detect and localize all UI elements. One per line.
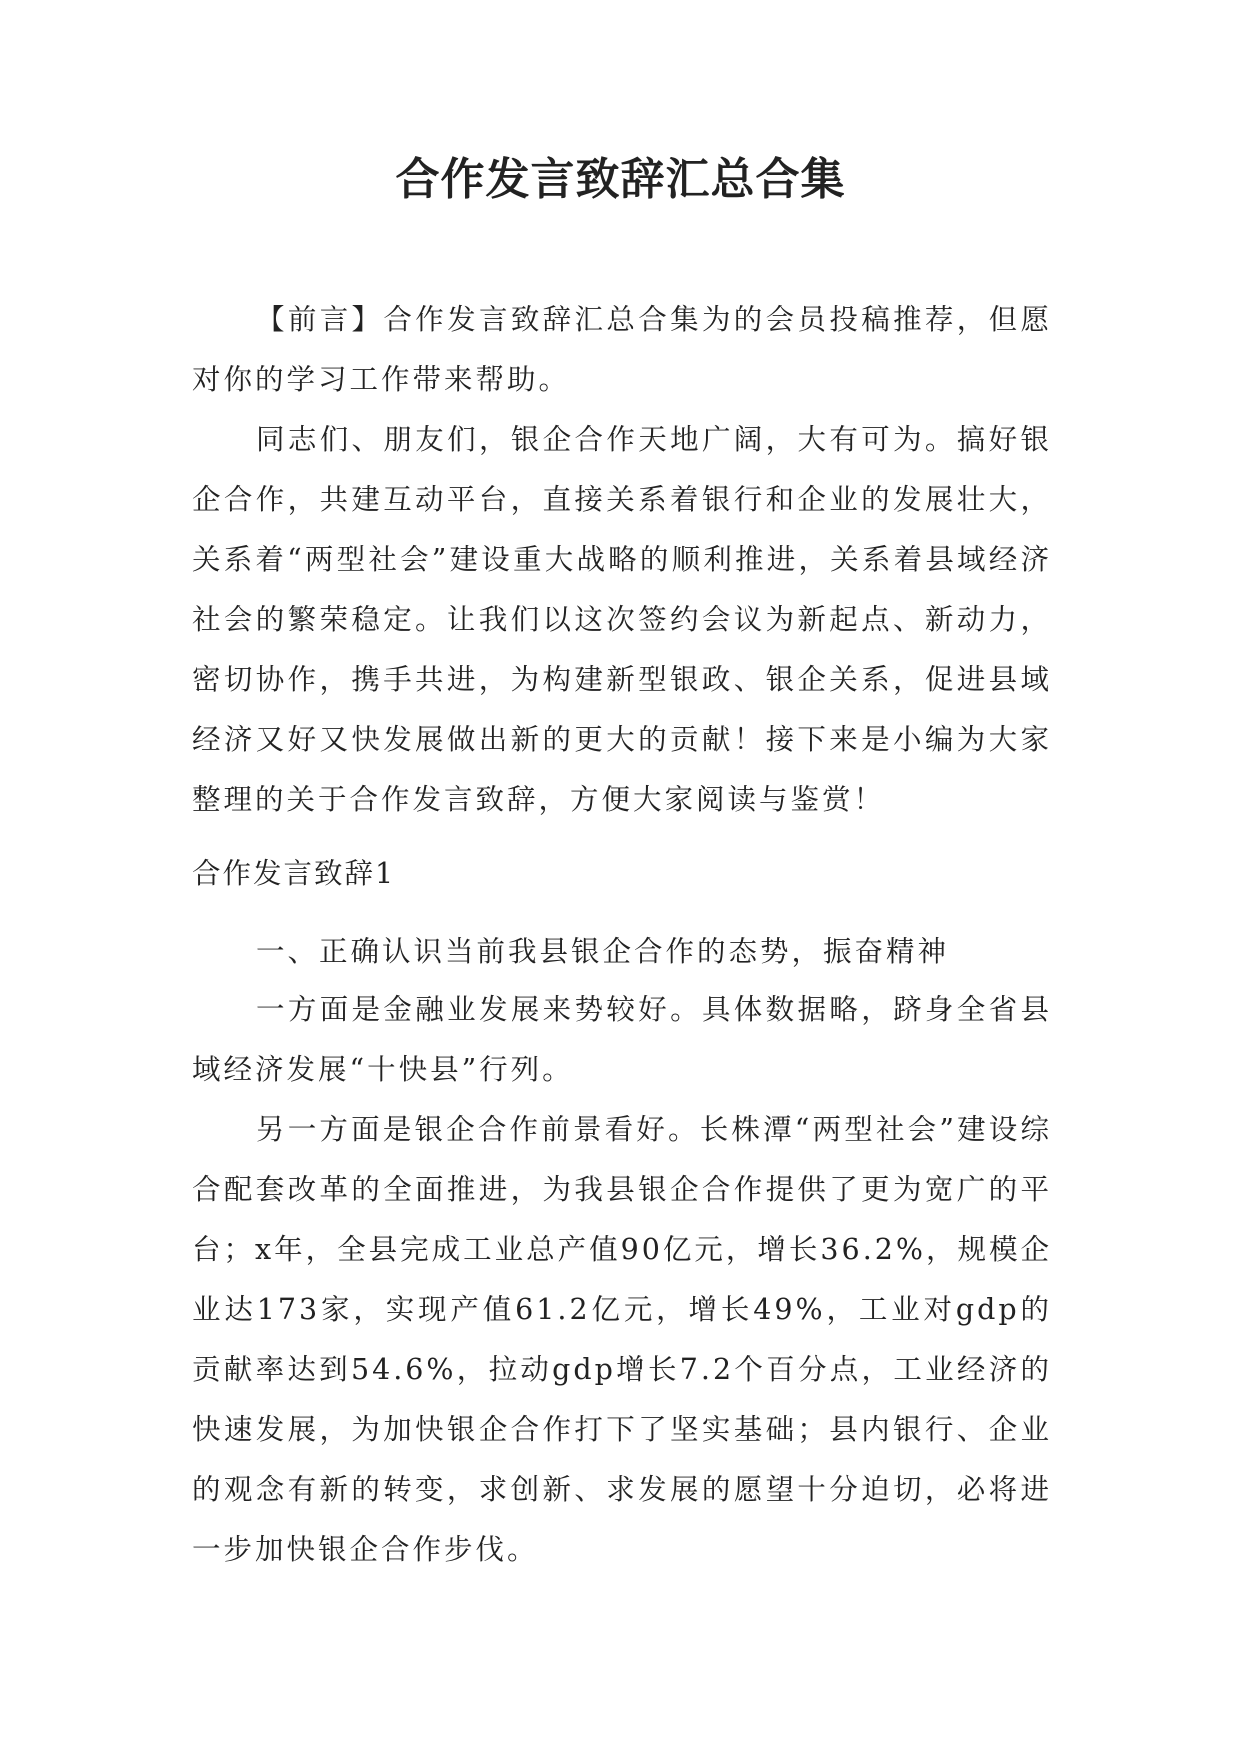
- point-one-heading: 一、正确认识当前我县银企合作的态势，振奋精神: [256, 935, 950, 968]
- intro-paragraph: 同志们、朋友们，银企合作天地广阔，大有可为。搞好银企合作，共建互动平台，直接关系着银行和企业的发展壮大，关系着“两型社会”建设重大战略的顺利推进，关系着县域经济社会的繁荣稳定。让我们以这次签约会议为新起点、新动力，密切协作，携手共进，为构建新型银政、银企关系，促进县域经济又好又快发展做出新的更大的贡献！接下来是小编为大家整理的关于合作发言致辞，方便大家阅读与鉴赏！: [192, 423, 1052, 816]
- finance-paragraph: 一方面是金融业发展来势较好。具体数据略，跻身全省县域经济发展“十快县”行列。: [192, 993, 1052, 1086]
- outlook-paragraph: 另一方面是银企合作前景看好。长株潭“两型社会”建设综合配套改革的全面推进，为我县银企合作提供了更为宽广的平台；x年，全县完成工业总产值90亿元，增长36.2%，规模企业达173家，实现产值61.2亿元，增长49%，工业对gdp的贡献率达到54.6%，拉动gdp增长7.2个百分点，工业经济的快速发展，为加快银企合作打下了坚实基础；县内银行、企业的观念有新的转变，求创新、求发展的愿望十分迫切，必将进一步加快银企合作步伐。: [192, 1113, 1052, 1566]
- section-heading: 合作发言致辞1: [192, 857, 396, 890]
- document-title: 合作发言致辞汇总合集: [395, 154, 846, 205]
- preface-paragraph: 【前言】合作发言致辞汇总合集为的会员投稿推荐，但愿对你的学习工作带来帮助。: [192, 303, 1052, 396]
